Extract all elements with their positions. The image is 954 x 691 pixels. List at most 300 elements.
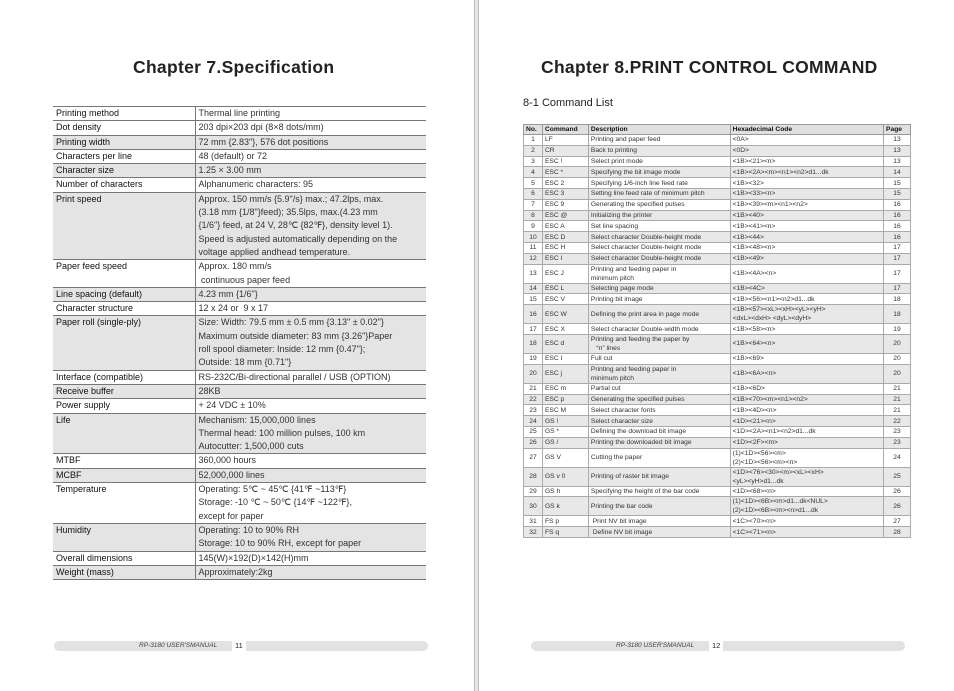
cell-page: 18 (884, 294, 911, 305)
table-row (524, 426, 911, 437)
cell-command: ESC H (542, 242, 588, 253)
table-row (524, 527, 911, 538)
spec-value-line: Speed is adjusted automatically depending on the (198, 233, 398, 244)
spec-label: Dot density (53, 121, 195, 135)
table-row (524, 516, 911, 527)
spec-row (53, 384, 426, 398)
cell-no: 27 (524, 448, 543, 467)
spec-row (53, 135, 426, 149)
spec-value (195, 302, 426, 316)
section-title: 8-1 Command List (523, 97, 613, 109)
chapter-8-title: Chapter 8.PRINT CONTROL COMMAND (541, 57, 878, 77)
description-line: Printing the bar code (590, 502, 653, 510)
cell-description (588, 334, 730, 353)
hex-line: <1B><56><n1><n2>d1...dk (732, 295, 815, 303)
table-row (524, 264, 911, 283)
cell-command: GS h (542, 486, 588, 497)
hex-line: <1D><68><n> (732, 487, 776, 495)
cell-page: 15 (884, 188, 911, 199)
table-row (524, 334, 911, 353)
table-row (524, 353, 911, 364)
table-row (524, 448, 911, 467)
spec-value (195, 551, 426, 565)
cell-no: 32 (524, 527, 543, 538)
table-row (524, 283, 911, 294)
cell-page: 20 (884, 334, 911, 353)
cell-page: 17 (884, 253, 911, 264)
spec-row (53, 192, 426, 259)
cell-hex-code (730, 516, 883, 527)
cell-no: 24 (524, 416, 543, 427)
spec-value (195, 316, 426, 370)
spec-value-line: Alphanumeric characters: 95 (198, 179, 314, 190)
cell-hex-code (730, 199, 883, 210)
table-row (524, 486, 911, 497)
description-line: Select character fonts (590, 406, 656, 414)
hex-line: <1D><2A><n1><n2>d1...dk (732, 428, 816, 436)
spec-value-line: Outside: 18 mm {0.71"} (198, 357, 292, 368)
chapter-7-title: Chapter 7.Specification (133, 57, 335, 77)
hex-line: (2)<1D><56><m><n> (732, 458, 798, 466)
hex-line: <0D> (732, 147, 749, 155)
description-line: Printing and feeding paper in (590, 265, 677, 273)
hex-line: <1B><6A><n> (732, 370, 777, 378)
cell-no: 3 (524, 156, 543, 167)
cell-description (588, 221, 730, 232)
cell-description (588, 527, 730, 538)
cell-description (588, 448, 730, 467)
table-row (524, 178, 911, 189)
spec-value-line: (3.18 mm {1/8"}feed); 35.5lps, max.(4.23 mm (198, 207, 378, 218)
spec-value-line: 145(W)×192(D)×142(H)mm (198, 552, 309, 563)
cell-description (588, 383, 730, 394)
cell-no: 13 (524, 264, 543, 283)
cell-no: 2 (524, 145, 543, 156)
header-hex-code: Hexadecimal Code (730, 125, 883, 135)
page-number: 11 (232, 641, 246, 651)
spec-value (195, 454, 426, 468)
spec-value-line: 28KB (198, 385, 221, 396)
spec-value-line: Storage: 10 to 90% RH, except for paper (198, 538, 362, 549)
cell-page: 18 (884, 305, 911, 324)
cell-command: ESC D (542, 232, 588, 243)
spec-value-line: voltage applied andhead temperature. (198, 246, 351, 257)
spec-value-line: 4.23 mm {1/6"} (198, 288, 258, 299)
cell-no: 4 (524, 167, 543, 178)
cell-hex-code (730, 394, 883, 405)
spec-value-line: 360,000 hours (198, 455, 257, 466)
spec-row (53, 370, 426, 384)
specification-table (53, 106, 426, 580)
table-row (524, 294, 911, 305)
spec-value-line: Approximately:2kg (198, 566, 273, 577)
cell-command: ESC m (542, 383, 588, 394)
spec-value-line: Autocutter: 1,500,000 cuts (198, 441, 304, 452)
cell-command: ESC 3 (542, 188, 588, 199)
spec-value-line: {1/6"} feed, at 24 V, 28℃ {82℉}, density level 1). (198, 220, 393, 231)
cell-page: 21 (884, 394, 911, 405)
spec-row (53, 565, 426, 579)
description-line: Select character Double-height mode (590, 255, 702, 263)
cell-command: ESC I (542, 253, 588, 264)
cell-command: ESC * (542, 167, 588, 178)
spec-row (53, 483, 426, 524)
footer-bar (54, 641, 428, 651)
table-row (524, 221, 911, 232)
spec-value-line: roll spool diameter: Inside: 12 mm {0.47"}; (198, 344, 366, 355)
cell-hex-code (730, 353, 883, 364)
cell-page: 14 (884, 167, 911, 178)
spec-row (53, 523, 426, 551)
hex-line: <1B><4C> (732, 284, 765, 292)
cell-hex-code (730, 294, 883, 305)
hex-line: <1B><70><m><n1><n2> (732, 395, 808, 403)
spec-value (195, 399, 426, 413)
spec-label: Life (53, 413, 195, 454)
cell-hex-code (730, 324, 883, 335)
cell-no: 29 (524, 486, 543, 497)
table-row (524, 305, 911, 324)
description-line: Partial cut (590, 385, 621, 393)
spec-row (53, 260, 426, 288)
cell-hex-code (730, 283, 883, 294)
cell-no: 23 (524, 405, 543, 416)
description-line: Set line spacing (590, 222, 639, 230)
hex-line: <1D><76><30><m><xL><xH> (732, 468, 824, 476)
spec-row (53, 121, 426, 135)
cell-no: 12 (524, 253, 543, 264)
spec-value-line: Thermal head: 100 million pulses, 100 km (198, 427, 366, 438)
cell-command: ESC X (542, 324, 588, 335)
hex-line: <1C><71><n> (732, 528, 776, 536)
cell-description (588, 324, 730, 335)
spec-value-line: Thermal line printing (198, 108, 281, 118)
table-row (524, 210, 911, 221)
cell-description (588, 516, 730, 527)
hex-line: <1D><21><n> (732, 417, 776, 425)
cell-command: ESC d (542, 334, 588, 353)
header-description: Description (588, 125, 730, 135)
table-row (524, 394, 911, 405)
footer-manual-name: RP-3180 USER'SMANUAL (616, 642, 695, 649)
cell-command: FS p (542, 516, 588, 527)
cell-description (588, 135, 730, 146)
cell-description (588, 232, 730, 243)
cell-no: 22 (524, 394, 543, 405)
cell-hex-code (730, 416, 883, 427)
spec-value (195, 107, 426, 121)
cell-no: 15 (524, 294, 543, 305)
hex-line: (2)<1D><6B><m><n>d1...dk (732, 507, 819, 515)
cell-hex-code (730, 167, 883, 178)
spec-label: Printing width (53, 135, 195, 149)
table-row (524, 199, 911, 210)
cell-page: 20 (884, 364, 911, 383)
spec-value-line: Maximum outside diameter: 83 mm {3.26"}Paper (198, 330, 393, 341)
cell-description (588, 156, 730, 167)
spec-value-line: Operating: 10 to 90% RH (198, 524, 300, 535)
description-line: Printing bit image (590, 295, 643, 303)
table-row (524, 405, 911, 416)
spec-value-line: + 24 VDC ± 10% (198, 400, 266, 411)
cell-page: 26 (884, 497, 911, 516)
cell-hex-code (730, 364, 883, 383)
cell-command: ESC I (542, 353, 588, 364)
cell-description (588, 394, 730, 405)
description-line: Cutting the paper (590, 454, 643, 462)
cell-page: 16 (884, 210, 911, 221)
spec-row (53, 178, 426, 192)
cell-command: GS k (542, 497, 588, 516)
description-line: Full cut (590, 355, 613, 363)
spec-value (195, 370, 426, 384)
cell-page: 22 (884, 416, 911, 427)
cell-description (588, 426, 730, 437)
spec-value-line: continuous paper feed (198, 274, 291, 285)
cell-description (588, 283, 730, 294)
spec-row (53, 302, 426, 316)
spec-label: Power supply (53, 399, 195, 413)
spec-value-line: 52,000,000 lines (198, 469, 265, 480)
spec-label: MCBF (53, 468, 195, 482)
description-line: Printing and feeding paper in (590, 365, 677, 373)
description-line: Defining the print area in page mode (590, 310, 700, 318)
cell-no: 11 (524, 242, 543, 253)
cell-description (588, 294, 730, 305)
description-line: minimum pitch (590, 374, 634, 382)
spec-label: Weight (mass) (53, 565, 195, 579)
cell-description (588, 437, 730, 448)
cell-no: 10 (524, 232, 543, 243)
table-row (524, 242, 911, 253)
hex-line: <1B><41><n> (732, 222, 776, 230)
spec-value-line: 72 mm {2.83"}, 576 dot positions (198, 136, 329, 147)
spec-label: Overall dimensions (53, 551, 195, 565)
spec-value (195, 178, 426, 192)
cell-no: 18 (524, 334, 543, 353)
cell-page: 21 (884, 405, 911, 416)
description-line: Define NV bit image (590, 528, 653, 536)
spec-value-line: except for paper (198, 510, 264, 521)
table-row (524, 253, 911, 264)
cell-page: 16 (884, 199, 911, 210)
spec-label: Temperature (53, 483, 195, 524)
spec-row (53, 164, 426, 178)
cell-hex-code (730, 497, 883, 516)
cell-hex-code (730, 135, 883, 146)
description-line: Select character size (590, 417, 653, 425)
cell-no: 21 (524, 383, 543, 394)
cell-no: 16 (524, 305, 543, 324)
cell-command: CR (542, 145, 588, 156)
cell-page: 28 (884, 527, 911, 538)
cell-hex-code (730, 527, 883, 538)
spec-label: Print speed (53, 192, 195, 259)
cell-page: 13 (884, 145, 911, 156)
spec-label: MTBF (53, 454, 195, 468)
cell-description (588, 199, 730, 210)
cell-hex-code (730, 178, 883, 189)
hex-line: <1B><69> (732, 355, 764, 363)
cell-description (588, 416, 730, 427)
cell-no: 8 (524, 210, 543, 221)
description-line: Select print mode (590, 157, 643, 165)
cell-hex-code (730, 221, 883, 232)
table-row (524, 383, 911, 394)
spec-value (195, 121, 426, 135)
description-line: Specifying 1/6-inch line feed rate (590, 179, 688, 187)
spec-value (195, 287, 426, 301)
cell-command: ESC M (542, 405, 588, 416)
hex-line: <1B><4D><n> (732, 406, 777, 414)
cell-hex-code (730, 405, 883, 416)
table-row (524, 135, 911, 146)
cell-command: GS V (542, 448, 588, 467)
description-line: Printing of raster bit image (590, 473, 669, 481)
cell-hex-code (730, 242, 883, 253)
header-no: No. (524, 125, 543, 135)
spec-value-line: 203 dpi×203 dpi (8×8 dots/mm) (198, 122, 324, 133)
description-line: Generating the specified pulses (590, 201, 685, 209)
cell-no: 9 (524, 221, 543, 232)
cell-no: 19 (524, 353, 543, 364)
cell-command: ESC @ (542, 210, 588, 221)
right-page (478, 0, 954, 691)
hex-line: <1B><39><m><n1><n2> (732, 201, 808, 209)
cell-description (588, 167, 730, 178)
spec-row (53, 468, 426, 482)
cell-description (588, 467, 730, 486)
cell-description (588, 405, 730, 416)
cell-no: 28 (524, 467, 543, 486)
spec-label: Character structure (53, 302, 195, 316)
table-row (524, 145, 911, 156)
cell-hex-code (730, 448, 883, 467)
spec-value (195, 413, 426, 454)
description-line: minimum pitch (590, 274, 634, 282)
cell-page: 24 (884, 448, 911, 467)
command-list-table (523, 124, 911, 538)
cell-no: 26 (524, 437, 543, 448)
description-line: Generating the specified pulses (590, 395, 685, 403)
spec-value-line: 1.25 × 3.00 mm (198, 165, 262, 176)
cell-command: ESC j (542, 364, 588, 383)
cell-command: LF (542, 135, 588, 146)
spec-row (53, 551, 426, 565)
cell-command: ESC ! (542, 156, 588, 167)
hex-line: <1B><49> (732, 255, 764, 263)
cell-hex-code (730, 305, 883, 324)
table-row (524, 324, 911, 335)
cell-page: 23 (884, 426, 911, 437)
cell-description (588, 364, 730, 383)
hex-line: <1B><6D> (732, 385, 765, 393)
hex-line: <0A> (732, 136, 749, 144)
cell-description (588, 210, 730, 221)
spec-value-line: Storage: -10 ℃ ~ 50℃ {14℉ ~122℉}, (198, 497, 352, 508)
hex-line: <1B><58><n> (732, 325, 776, 333)
description-line: Selecting page mode (590, 284, 654, 292)
table-row (524, 232, 911, 243)
cell-command: ESC A (542, 221, 588, 232)
cell-hex-code (730, 486, 883, 497)
hex-line: <1B><2A><m><n1><n2>d1...dk (732, 168, 829, 176)
spec-value (195, 468, 426, 482)
description-line: Select character Double-width mode (590, 325, 699, 333)
spec-value (195, 135, 426, 149)
cell-hex-code (730, 253, 883, 264)
hex-line: <1B><64><n> (732, 340, 776, 348)
cell-command: GS v 0 (542, 467, 588, 486)
table-row (524, 416, 911, 427)
spec-label: Humidity (53, 523, 195, 551)
cell-hex-code (730, 383, 883, 394)
left-page (0, 0, 475, 691)
description-line: Print NV bit image (590, 517, 647, 525)
hex-line: <1B><44> (732, 233, 764, 241)
cell-description (588, 305, 730, 324)
spec-value-line: Approx. 150 mm/s {5.9"/s} max.; 47.2lps, max. (198, 193, 384, 204)
cell-command: ESC J (542, 264, 588, 283)
table-row (524, 497, 911, 516)
spec-value-line: Operating: 5℃ ~ 45℃ {41℉ ~113℉} (198, 484, 347, 495)
spec-label: Interface (compatible) (53, 370, 195, 384)
spec-row (53, 107, 426, 121)
spec-row (53, 287, 426, 301)
header-command: Command (542, 125, 588, 135)
spec-value-line: Size: Width: 79.5 mm ± 0.5 mm {3.13" ± 0.02"} (198, 317, 384, 328)
cell-page: 13 (884, 156, 911, 167)
spec-value (195, 565, 426, 579)
cell-hex-code (730, 334, 883, 353)
spec-label: Paper feed speed (53, 260, 195, 288)
description-line: Printing and paper feed (590, 136, 661, 144)
cell-page: 20 (884, 353, 911, 364)
table-row (524, 364, 911, 383)
cell-hex-code (730, 426, 883, 437)
table-row (524, 437, 911, 448)
cell-command: ESC W (542, 305, 588, 324)
description-line: Back to printing (590, 147, 637, 155)
spec-value-line: 12 x 24 or 9 x 17 (198, 303, 269, 314)
header-page: Page (884, 125, 911, 135)
cell-page: 19 (884, 324, 911, 335)
spec-row (53, 413, 426, 454)
hex-line: (1)<1D><6B><m>d1...dk<NUL> (732, 498, 828, 506)
description-line: Specifying the bit image mode (590, 168, 681, 176)
spec-label: Characters per line (53, 149, 195, 163)
cell-description (588, 242, 730, 253)
spec-value (195, 523, 426, 551)
cell-page: 23 (884, 437, 911, 448)
cell-command: ESC 2 (542, 178, 588, 189)
description-line: Printing the downloaded bit image (590, 439, 692, 447)
page-number: 12 (709, 641, 723, 651)
cell-command: ESC 9 (542, 199, 588, 210)
cell-hex-code (730, 188, 883, 199)
spec-value (195, 384, 426, 398)
cell-page: 16 (884, 232, 911, 243)
spec-row (53, 316, 426, 370)
hex-line: <yL><yH>d1...dk (732, 477, 784, 485)
hex-line: <1B><40> (732, 211, 764, 219)
spec-label: Printing method (53, 107, 195, 121)
cell-no: 20 (524, 364, 543, 383)
footer-bar (531, 641, 905, 651)
cell-page: 27 (884, 516, 911, 527)
cell-command: FS q (542, 527, 588, 538)
cell-no: 6 (524, 188, 543, 199)
